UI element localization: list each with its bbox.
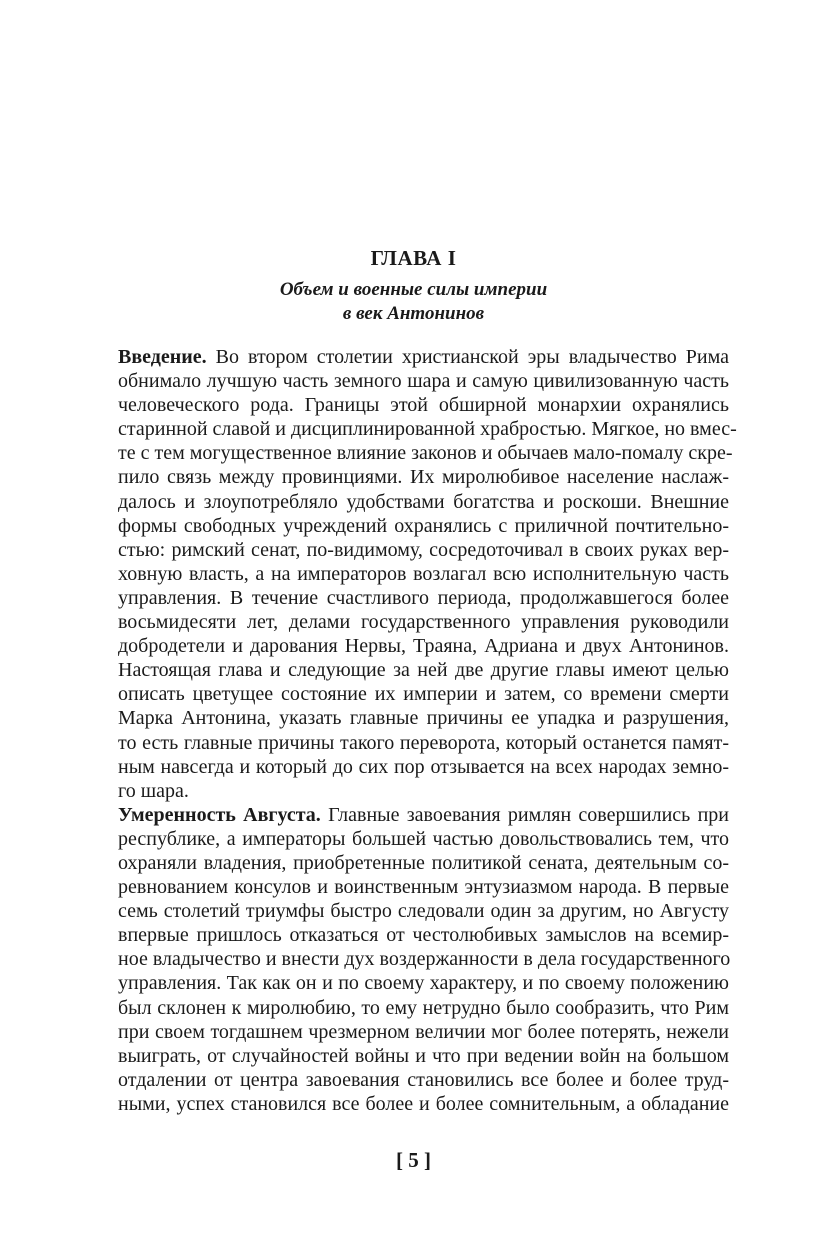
text-line: Марка Антонина, указать главные причины ее упадка и разрушения,: [118, 707, 729, 730]
paragraph-2-run-in-heading: Умеренность Августа.: [118, 803, 321, 826]
chapter-subtitle-line-2: в век Антонинов: [342, 303, 485, 324]
text-line: отдалении от центра завоевания становились все более и более труд-: [118, 1068, 729, 1091]
text-line: ным навсегда и который до сих пор отзывается на всех народах земно-: [118, 755, 729, 778]
text-line: далось и злоупотребляло удобствами богатства и роскоши. Внешние: [118, 490, 729, 513]
text-line: обнимало лучшую часть земного шара и самую цивилизованную часть: [118, 370, 729, 393]
chapter-body: [118, 345, 737, 1116]
text-line: при своем тогдашнем чрезмерном величии мог более потерять, нежели: [118, 1020, 729, 1043]
text-line: ными, успех становился все более и более сомнительным, а обладание: [118, 1092, 729, 1115]
text-line: формы свободных учреждений охранялись с приличной почтительно-: [118, 514, 729, 537]
text-line: пило связь между провинциями. Их миролюбивое население наслаж-: [118, 466, 729, 489]
paragraph-2-line-1: [118, 803, 729, 827]
text-line: добродетели и дарования Нервы, Траяна, Адриана и двух Антонинов.: [118, 635, 729, 658]
text-line: охраняли владения, приобретенные политикой сената, деятельным со-: [118, 851, 729, 874]
chapter-subtitle: [0, 278, 827, 326]
text-line: управления. Так как он и по своему характеру, и по своему положению: [118, 972, 729, 995]
paragraph-1-text: Во втором столетии христианской эры владычество Рима: [206, 346, 729, 368]
text-line: те с тем могущественное влияние законов и обычаев мало-помалу скре-: [118, 442, 733, 465]
text-line: был склонен к миролюбию, то ему нетрудно было сообразить, что Рим: [118, 996, 729, 1019]
text-line: семь столетий триумфы быстро следовали один за другим, но Августу: [118, 900, 729, 923]
text-line: ное владычество и внести дух воздержанности в дела государственного: [118, 948, 731, 971]
text-line: управления. В течение счастливого периода, продолжавшегося более: [118, 586, 729, 609]
text-line: го шара.: [118, 779, 189, 802]
text-line: Настоящая глава и следующие за ней две другие главы имеют целью: [118, 659, 729, 682]
text-line: человеческого рода. Границы этой обширной монархии охранялись: [118, 394, 729, 417]
chapter-title: ГЛАВА I: [370, 246, 457, 270]
text-line: стью: римский сенат, по-видимому, сосредоточивал в своих руках вер-: [118, 538, 729, 561]
text-line: выиграть, от случайностей войны и что при ведении войн на большом: [118, 1044, 729, 1067]
text-line: старинной славой и дисциплинированной храбростью. Мягкое, но вмес-: [118, 418, 737, 441]
chapter-subtitle-line-1: Объем и военные силы империи: [279, 279, 548, 300]
text-line: впервые пришлось отказаться от честолюбивых замыслов на всемир-: [118, 924, 729, 947]
paragraph-2-text: Главные завоевания римлян совершились при: [320, 803, 729, 826]
text-line: ревнованием консулов и воинственным энтузиазмом народа. В первые: [118, 876, 729, 899]
paragraph-1-line-1: [118, 345, 729, 369]
page-number: [ 5 ]: [396, 1148, 431, 1172]
paragraph-1-run-in-heading: Введение.: [118, 346, 207, 368]
text-line: описать цветущее состояние их империи и затем, со времени смерти: [118, 683, 729, 706]
text-line: то есть главные причины такого переворота, который останется памят-: [118, 731, 729, 754]
text-line: восьмидесяти лет, делами государственного управления руководили: [118, 611, 729, 634]
text-line: ховную власть, а на императоров возлагал всю исполнительную часть: [118, 562, 729, 585]
text-line: республике, а императоры большей частью довольствовались тем, что: [118, 827, 729, 850]
